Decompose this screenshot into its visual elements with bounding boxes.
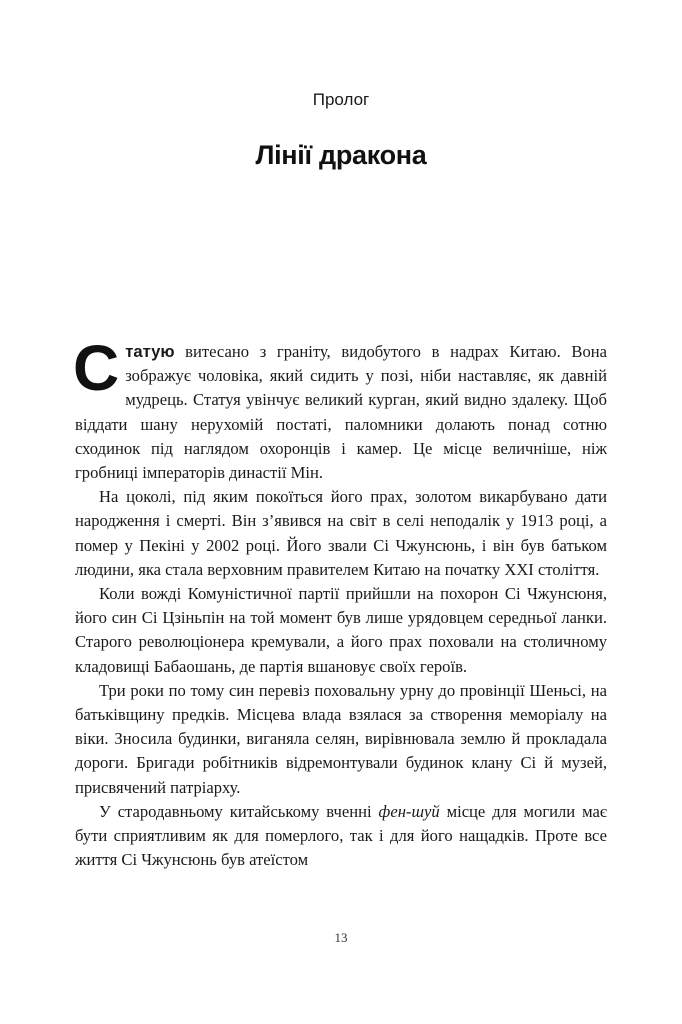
paragraph-5-rest: місце для могили має бути сприятливим як для померлого, так і для його нащадків. Проте все життя Сі Чжунсюнь був атеїстом (75, 801, 607, 870)
page-number: 13 (334, 930, 348, 945)
paragraph-3: Коли вожді Комуністичної партії прийшли на похорон Сі Чжунсюня, його син Сі Цзіньпін на той момент був лише урядовцем середньої ланки. Старого революціонера кремували, а його прах поховали на столичному кладовищі Бабаошань, де партія вшановує своїх героїв. (75, 584, 607, 676)
paragraph-2: На цоколі, під яким покоїться його прах, золотом викарбувано дати народження і смерті. Він з’явився на світ в селі неподалік у 1913 році, а помер у Пекіні у 2002 році. Його звали Сі Чжунсюнь, і він був батьком людини, яка стала верховним правителем Китаю на початку XXI століття. (75, 487, 607, 579)
section-label: Пролог (312, 90, 370, 109)
chapter-title: Лінії дракона (255, 140, 427, 170)
paragraph-5 (75, 800, 607, 873)
paragraph-5-start: У стародавньому китайському вченні (99, 801, 379, 821)
paragraph-1 (73, 332, 607, 485)
feng-shui-term: фен-шуй (378, 801, 440, 821)
paragraph-1-text: витесано з граніту, видобутого в надрах Китаю. Вона зображує чоловіка, який сидить у позі, ніби наставляє, як давній мудрець. Статуя увінчує великий курган, який видно здалеку. Щоб віддати шану нерухомій постаті, паломники долають понад сотню сходинок під наглядом охоронців і камер. Це місце величніше, ніж гробниці імператорів династії Мін. (75, 342, 607, 483)
lead-word: татую (125, 342, 175, 361)
paragraph-4: Три роки по тому син перевіз поховальну урну до провінції Шеньсі, на батьківщину предків. Місцева влада взялася за створення меморіалу на віки. Зносила будинки, виганяла селян, вирівнювала землю й прокладала дороги. Бригади робітників відремонтували будинок клану Сі й музей, присвячений патріарху. (75, 680, 607, 797)
drop-cap: С (73, 332, 120, 404)
body-text (73, 332, 607, 872)
